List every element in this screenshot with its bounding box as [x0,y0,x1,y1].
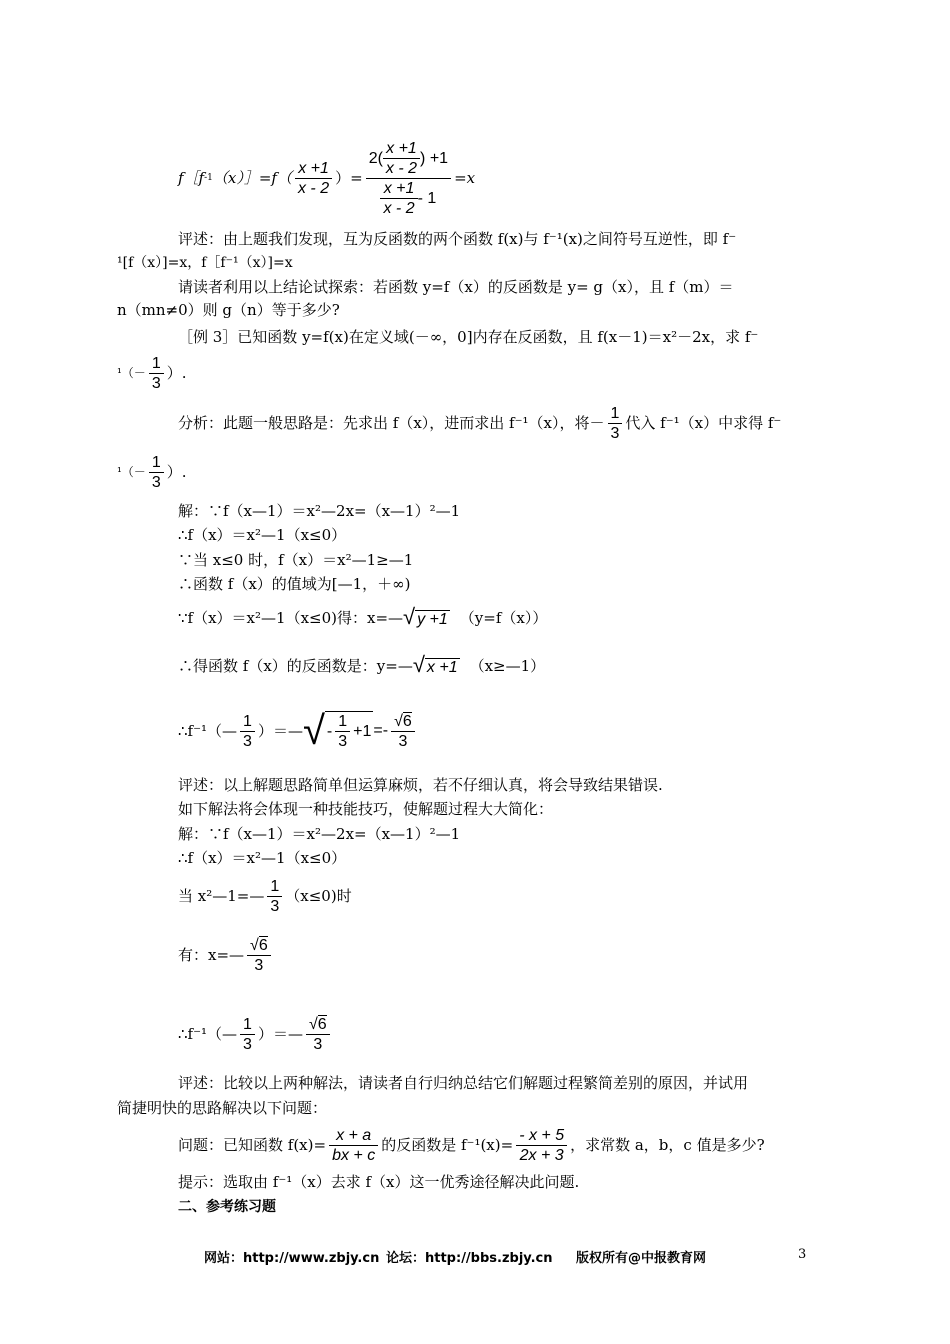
footer-site[interactable]: 网站：http://www.zbjy.cn [204,1251,380,1266]
step7-mid: ）＝— [257,722,303,740]
radicand: x +1 [426,658,458,676]
solution2-step4 [178,930,274,980]
fraction-numerator: 1 [240,1015,255,1035]
fraction-neg-x-plus-5 [516,1126,567,1165]
comment3-line2: 简捷明快的思路解决以下问题： [117,1099,328,1117]
solution1-step1: 解：∵f（x—1）＝x²—2x=（x—1）²—1 [178,502,461,520]
fraction-numerator: 1 [149,354,164,374]
fraction-denominator: 3 [243,1035,252,1053]
solution1-step2: ∴f（x）＝x²—1（x≤0） [178,526,347,544]
solution2-step2: ∴f（x）＝x²—1（x≤0） [178,849,347,867]
fraction-numerator: 1 [608,404,623,424]
analysis-prefix: ¹（－ [117,465,146,479]
fraction-numerator: 1 [267,877,282,897]
fraction-x-plus-a [329,1126,378,1165]
fraction-one-third [608,404,623,443]
solution1-step5 [178,600,547,636]
step7-text: ∴f⁻¹（— [178,722,238,740]
equation-composition: f［f -1 （x）］=f（ $\frac{x +1}{x - 2}$ ）= 2( $\frac{x +1}{x - 2}$ ) +1 $\frac{x +1}{x - 2}$ - 1 =x [178,139,476,217]
solution1-step7 [178,700,418,762]
fraction-one-third [267,877,282,916]
solution1-step6 [178,646,545,686]
example3-suffix: ）. [166,364,187,382]
fraction-numerator: √6 [247,936,271,956]
intro-method2: 如下解法将会体现一种技能技巧，使解题过程大大简化： [178,800,554,818]
explore-line2: n（mn≠0）则 g（n）等于多少? [117,301,340,319]
eq-lhs2: （x）］=f（ [212,169,292,187]
fraction-one-third [240,712,255,751]
fraction-denominator: 3 [313,1035,323,1053]
radicand: y +1 [417,610,448,628]
fraction-numerator: 1 [149,453,164,473]
footer-forum[interactable]: 论坛：http://bbs.zbjy.cn [386,1251,553,1266]
analysis-line2 [117,448,187,496]
fraction-one-third [149,453,164,492]
fraction-numerator: x +1 [295,159,332,179]
step6-text: ∴得函数 f（x）的反函数是：y=— [178,657,413,675]
eq-rhs: =x [454,169,476,187]
fraction-sqrt6-over-3 [247,936,271,975]
sqrt-six: 6 [258,936,268,954]
analysis-suffix: ）. [166,463,187,481]
problem-statement [178,1120,765,1170]
example3-line2 [117,349,187,397]
fraction-numerator: √6 [306,1015,330,1035]
sqrt-y-plus-1: √ y +1 [403,603,448,629]
fraction-one-third [335,712,350,751]
analysis-text-2: 代入 f⁻¹（x）中求得 f⁻ [625,414,782,432]
step5-suffix: （y=f（x）） [459,609,548,627]
compound-denominator [366,179,451,218]
solution2-step3 [178,872,352,920]
fraction-denominator: 3 [243,732,252,750]
eq-close: ）= [335,169,363,187]
fraction-denominator: 3 [398,732,408,750]
inner-numerator: x +1 [383,139,420,159]
step7-equals: =- [373,722,389,739]
example3-line1: ［例 3］已知函数 y=f(x)在定义域(－∞，0]内存在反函数，且 f(x－1)＝x²－2x，求 f⁻ [178,328,759,346]
step5-mid: ）＝— [257,1025,303,1043]
inner-fraction [383,139,420,178]
fraction-denominator: 3 [254,956,264,974]
comment1-line1: 评述：由上题我们发现，互为反函数的两个函数 f(x)与 f⁻¹(x)之间符号互逆性，即 f⁻ [178,230,737,248]
solution2-step1: 解：∵f（x—1）＝x²—2x=（x—1）²—1 [178,825,461,843]
inner-fraction-2 [380,179,417,218]
radicand-sign: - [326,722,333,740]
problem-mid: 的反函数是 f⁻¹(x)= [381,1136,514,1154]
compound-fraction [366,139,451,218]
sqrt-expression: √ - $\frac{1}{3}$ +1 [302,709,372,753]
section-heading: 二、参考练习题 [178,1199,276,1215]
fraction-sqrt6-over-3 [306,1015,330,1054]
compound-numerator [366,139,451,179]
fraction-numerator: - x + 5 [516,1126,567,1146]
fraction-numerator: x + a [329,1126,378,1146]
fraction-denominator: 3 [151,473,161,491]
sqrt-six: 6 [402,712,412,730]
step3-suffix: （x≤0)时 [285,887,352,905]
solution1-step4: ∴函数 f（x）的值域为[—1，＋∞) [178,575,411,593]
analysis-line1 [178,400,781,446]
fraction-denominator: 3 [151,374,161,392]
fraction-denominator: 3 [270,897,280,915]
fraction-numerator: √6 [391,712,415,732]
compound-den-suffix: - 1 [417,189,437,207]
step3-text: 当 x²—1=— [178,887,265,905]
inner2-denominator: x - 2 [383,199,415,217]
sqrt-x-plus-1: √ x +1 [412,651,458,677]
fraction-denominator: 3 [610,424,620,442]
fraction-x1-over-x2 [295,159,332,198]
compound-num-prefix: 2( [368,149,383,167]
example3-prefix: ¹（－ [117,366,146,380]
fraction-denominator: 3 [338,733,348,750]
comment3-line1: 评述：比较以上两种解法，请读者自行归纳总结它们解题过程繁简差别的原因，并试用 [178,1074,749,1092]
sqrt-six: 6 [317,1015,327,1033]
fraction-denominator: 2x + 3 [519,1146,564,1164]
fraction-numerator: 1 [240,712,255,732]
comment2: 评述：以上解题思路简单但运算麻烦，若不仔细认真，将会导致结果错误. [178,776,663,794]
fraction-denominator: bx + c [332,1146,376,1164]
problem-text: 问题：已知函数 f(x)= [178,1136,327,1154]
fraction-one-third [149,354,164,393]
explore-line1: 请读者利用以上结论试探索：若函数 y=f（x）的反函数是 y= g（x），且 f（m）＝ [178,278,734,296]
fraction-denominator: x - 2 [297,179,330,197]
inner2-numerator: x +1 [380,179,417,199]
step5-text: ∵f（x）＝x²—1（x≤0)得：x=— [178,609,404,627]
fraction-numerator: 1 [335,712,350,732]
hint: 提示：选取由 f⁻¹（x）去求 f（x）这一优秀途径解决此问题. [178,1173,580,1191]
step4-text: 有：x=— [178,946,245,964]
fraction-sqrt6-over-3 [391,712,415,751]
solution2-step5 [178,1008,333,1060]
page-number: 3 [798,1247,807,1262]
radicand [325,711,373,751]
radicand-plus-one: +1 [353,722,372,740]
footer-copyright: 版权所有@中报教育网 [576,1251,707,1266]
inner-denominator: x - 2 [385,159,418,177]
step6-suffix: （x≥—1） [469,657,546,675]
comment1-line2: ¹[f（x）]=x，f［f⁻¹（x）]=x [117,255,293,271]
analysis-text: 分析：此题一般思路是：先求出 f（x），进而求出 f⁻¹（x），将－ [178,414,605,432]
fraction-one-third [240,1015,255,1054]
solution1-step3: ∵当 x≤0 时，f（x）＝x²—1≥—1 [178,551,414,569]
step5-text: ∴f⁻¹（— [178,1025,238,1043]
problem-suffix: ，求常数 a，b，c 值是多少? [570,1136,765,1154]
compound-num-suffix: ) +1 [420,149,449,167]
eq-lhs: f［f [178,169,205,187]
